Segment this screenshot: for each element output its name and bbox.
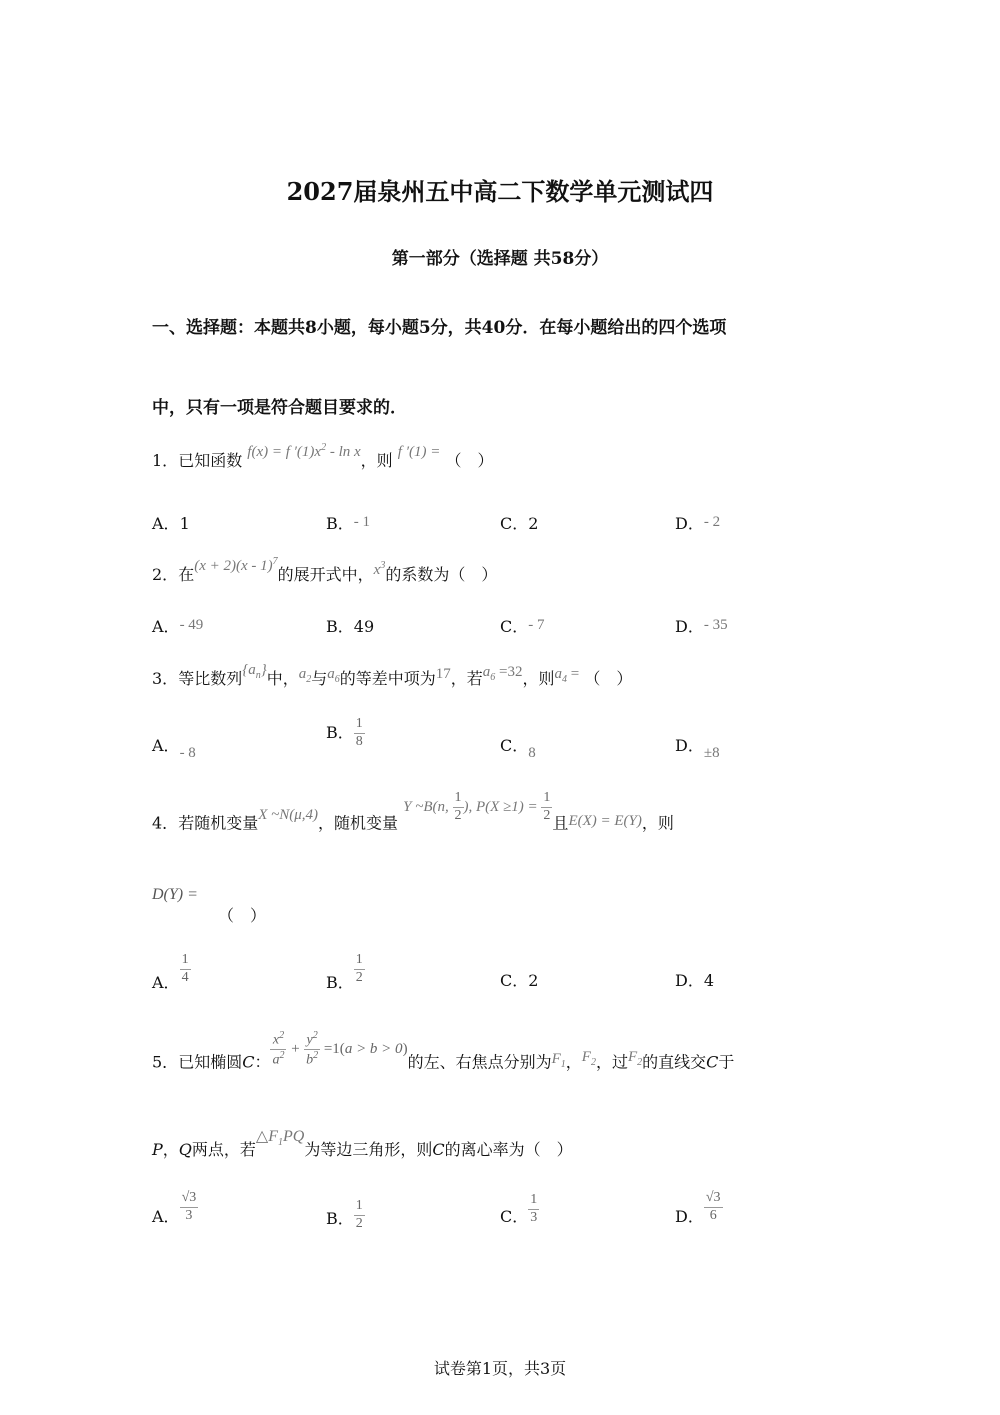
question-text: 与 xyxy=(311,669,328,688)
option-c[interactable]: C．2 xyxy=(500,971,539,990)
question-text: ，若 xyxy=(450,669,483,688)
math-formula: D(Y) = xyxy=(152,886,198,903)
option-a[interactable]: A．- 49 xyxy=(152,617,204,636)
option-b[interactable]: B．49 xyxy=(326,617,375,636)
question-number: 4． xyxy=(152,813,179,833)
option-a[interactable]: A． $\frac{√3}{3}$ xyxy=(152,1190,197,1226)
math-formula: (x + 2)(x - 1)$^7$ xyxy=(194,556,278,574)
option-d[interactable]: D．±8 xyxy=(675,736,720,761)
answer-blank: （ ） xyxy=(445,451,494,470)
fraction: $\frac{1}{2}$ xyxy=(355,1198,363,1231)
math-formula: X ~N(μ,4) xyxy=(258,806,319,823)
math-formula: f ′(1) = xyxy=(397,444,441,460)
answer-blank: （ ） xyxy=(584,669,633,688)
question-number: 5． xyxy=(152,1052,179,1072)
question-text: 的系数为（ ） xyxy=(385,565,498,584)
question-number: 1． xyxy=(152,451,179,470)
option-c[interactable]: C．- 7 xyxy=(500,617,545,636)
question-text: ，过 xyxy=(595,1052,628,1072)
question-number: 3． xyxy=(152,669,179,688)
question-text: 的左、右焦点分别为 xyxy=(407,1052,552,1072)
question-text: 于 xyxy=(718,1052,735,1072)
option-a[interactable]: A． $\frac{1}{4}$ xyxy=(152,952,189,992)
page-footer: 试卷第1页，共3页 xyxy=(433,1359,567,1378)
fraction: $\frac{1}{4}$ xyxy=(181,952,189,985)
math-formula: $F_2$ xyxy=(581,1049,596,1069)
option-d[interactable]: D． $\frac{√3}{6}$ xyxy=(675,1190,721,1226)
option-d[interactable]: D．4 xyxy=(675,971,715,990)
option-b[interactable]: B． $\frac{1}{2}$ xyxy=(326,952,363,992)
option-a[interactable]: A．1 xyxy=(152,514,190,533)
math-formula: $\frac{x^2}{a^2}$ + $\frac{y^2}{b^2}$ =1(a > b > 0) xyxy=(272,1030,408,1069)
question-text: 且 xyxy=(552,813,569,833)
question-text: ，则 xyxy=(641,813,674,833)
question-text: 若随机变量 xyxy=(178,813,259,833)
math-formula: $a_6 =32$ xyxy=(482,664,523,683)
question-text: 的直线交 xyxy=(642,1052,707,1072)
question-4-continued xyxy=(152,884,198,904)
math-formula: $F_2$ xyxy=(627,1049,643,1069)
question-text: ，则 xyxy=(360,451,393,470)
fraction: $\frac{√3}{6}$ xyxy=(705,1190,721,1223)
math-formula: $\{a_n\}$ xyxy=(242,662,267,681)
math-formula: $\triangle F_1PQ$ xyxy=(255,1128,305,1149)
question-4 xyxy=(152,790,674,843)
option-b[interactable]: B． $\frac{1}{2}$ xyxy=(326,1198,363,1231)
section-instructions-line1: 一、选择题：本题共8小题，每小题5分，共40分．在每小题给出的四个选项 xyxy=(152,318,727,338)
fraction: $\frac{1}{2}$ xyxy=(355,952,363,985)
math-formula: f(x) = f $'(1)x^2$ - ln x xyxy=(247,442,361,460)
question-text: 已知椭圆 xyxy=(178,1052,243,1072)
question-text: 等比数列 xyxy=(178,669,243,688)
option-a[interactable]: A．- 8 xyxy=(152,736,196,761)
math-formula: Y ~B(n, $\frac{1}{2}$ ), P(X ≥1) = $\frac{1}{2}$ xyxy=(403,790,551,823)
question-number: 2． xyxy=(152,565,179,584)
exam-title: 2027届泉州五中高二下数学单元测试四 xyxy=(286,177,714,206)
math-formula: $a_2$ xyxy=(298,666,312,685)
question-1 xyxy=(152,442,494,471)
math-formula: E(X) = E(Y) xyxy=(568,812,642,829)
question-text: 的展开式中， xyxy=(277,565,374,584)
option-c[interactable]: C．2 xyxy=(500,514,539,533)
question-text: 为等边三角形，则 xyxy=(304,1140,433,1159)
option-c[interactable]: C． $\frac{1}{3}$ xyxy=(500,1192,538,1226)
fraction: $\frac{1}{8}$ xyxy=(355,716,363,749)
fraction: $\frac{√3}{3}$ xyxy=(181,1190,197,1223)
part-heading: 第一部分（选择题 共58分） xyxy=(391,249,609,269)
question-text: 的离心率为（ ） xyxy=(444,1140,573,1159)
math-formula: $x^3$ xyxy=(373,560,386,578)
question-3 xyxy=(152,662,633,691)
question-text: 在 xyxy=(178,565,195,584)
option-b[interactable]: B． $\frac{1}{8}$ xyxy=(326,716,363,749)
option-b[interactable]: B．- 1 xyxy=(326,514,371,533)
math-formula: $F_1$ xyxy=(551,1051,566,1071)
math-formula: $a_6$ xyxy=(327,666,340,685)
question-5-continued: P，Q两点，若$\triangle F_1PQ$为等边三角形，则C的离心率为（ ） xyxy=(152,1128,573,1159)
question-text: 两点，若 xyxy=(191,1140,256,1159)
option-c[interactable]: C．8 xyxy=(500,736,536,761)
answer-blank: （ ） xyxy=(218,906,267,925)
question-text: 已知函数 xyxy=(178,451,243,470)
question-2 xyxy=(152,556,498,585)
option-d[interactable]: D．- 35 xyxy=(675,617,728,636)
question-text: ，随机变量 xyxy=(318,813,399,833)
question-5: 5．已知椭圆C： $\frac{x^2}{a^2}$ + $\frac{y^2}{b^2}$ =1(a > b > 0)的左、右焦点分别为$F_1$，$F_2$，过$F_2$的直线交C于 xyxy=(152,1030,735,1072)
fraction: $\frac{1}{3}$ xyxy=(530,1192,538,1225)
question-text: 中， xyxy=(266,669,299,688)
question-text: 的等差中项为 xyxy=(339,669,436,688)
option-d[interactable]: D．- 2 xyxy=(675,514,721,533)
question-text: ，则 xyxy=(522,669,555,688)
math-formula: 17 xyxy=(435,666,451,682)
section-instructions-line2: 中，只有一项是符合题目要求的． xyxy=(152,398,407,418)
math-formula: $a_4$ = xyxy=(554,666,580,685)
